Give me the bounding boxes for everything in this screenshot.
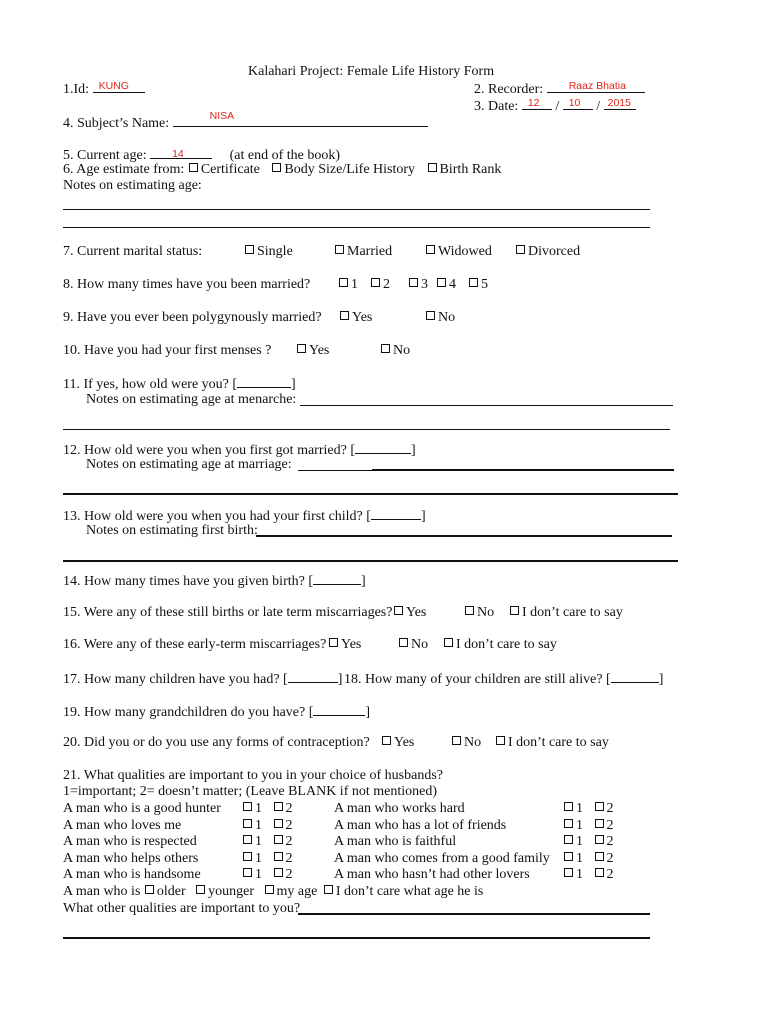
q7-text: 7. Current marital status: (63, 244, 203, 259)
subject-row (63, 110, 428, 132)
checkbox-icon[interactable] (274, 819, 283, 828)
date-year: 2015 (607, 97, 631, 109)
q18-text: 18. How many of your children are still alive? [ (344, 672, 611, 687)
q10-option-no[interactable]: No (380, 343, 410, 359)
age-note: (at end of the book) (229, 148, 341, 163)
q7-option-widowed[interactable]: Widowed (425, 244, 492, 260)
q12-notes-line[interactable] (372, 469, 674, 471)
checkbox-icon[interactable] (564, 852, 573, 861)
date-separator: / (555, 99, 560, 114)
q16-text: 16. Were any of these early-term miscarriages? (63, 637, 327, 652)
q13-notes-line[interactable] (63, 560, 678, 562)
q12-notes-line[interactable] (298, 470, 372, 471)
checkbox-icon[interactable] (595, 868, 604, 877)
age-option-any[interactable]: I don’t care what age he is (323, 884, 483, 900)
checkbox-icon[interactable] (196, 885, 205, 894)
checkbox-icon[interactable] (145, 885, 154, 894)
quality-rating: 1 2 (563, 834, 614, 850)
checkbox-icon[interactable] (265, 885, 274, 894)
q16-option-no[interactable]: No (398, 637, 428, 653)
checkbox-icon[interactable] (335, 245, 344, 254)
q8-option-5[interactable]: 5 (468, 277, 488, 293)
q11-notes-line[interactable] (63, 429, 670, 430)
form-title: Kalahari Project: Female Life History Form (248, 64, 495, 79)
checkbox-icon[interactable] (452, 736, 461, 745)
q13-row: 13. How old were you when you had your first child? [ ] (63, 509, 426, 524)
age-value: 14 (172, 148, 184, 160)
quality-label: A man who helps others (63, 851, 199, 866)
q14-text: 14. How many times have you given birth? [ (63, 574, 314, 589)
q11-row: 11. If yes, how old were you? [ ] (63, 377, 296, 392)
date-day-field[interactable] (563, 97, 593, 110)
q9-option-yes[interactable]: Yes (339, 310, 372, 326)
checkbox-icon[interactable] (437, 278, 446, 287)
quality-label: A man who loves me (63, 818, 182, 833)
q15-option-decline[interactable]: I don’t care to say (509, 605, 623, 621)
q11-notes-line[interactable] (300, 405, 673, 406)
estimate-option-certificate[interactable]: Certificate (188, 162, 260, 178)
q12-notes-line[interactable] (63, 493, 678, 495)
checkbox-icon[interactable] (189, 163, 198, 172)
quality-rating: 1 2 (242, 867, 293, 883)
q10-text: 10. Have you had your first menses ? (63, 343, 272, 358)
q8-option-3[interactable]: 3 (408, 277, 428, 293)
q8-option-1[interactable]: 1 (338, 277, 358, 293)
q9-option-no[interactable]: No (425, 310, 455, 326)
checkbox-icon[interactable] (516, 245, 525, 254)
q8-option-2[interactable]: 2 (370, 277, 390, 293)
q18-answer-field[interactable] (611, 670, 659, 683)
checkbox-icon[interactable] (243, 802, 252, 811)
q7-option-single[interactable]: Single (244, 244, 293, 260)
quality-label: A man who works hard (334, 801, 465, 816)
quality-label: A man who is handsome (63, 867, 201, 882)
q21-text: 21. What qualities are important to you in your choice of husbands? (63, 768, 443, 783)
q11-notes-label: Notes on estimating age at menarche: (86, 392, 297, 407)
other-qualities-label: What other qualities are important to you? (63, 901, 301, 916)
checkbox-icon[interactable] (381, 344, 390, 353)
q17-text: 17. How many children have you had? [ (63, 672, 288, 687)
age-field[interactable] (150, 146, 212, 159)
quality-rating: 1 2 (242, 818, 293, 834)
checkbox-icon[interactable] (340, 311, 349, 320)
checkbox-icon[interactable] (371, 278, 380, 287)
id-value: KUNG (98, 80, 129, 92)
checkbox-icon[interactable] (426, 245, 435, 254)
checkbox-icon[interactable] (297, 344, 306, 353)
q12-notes-label: Notes on estimating age at marriage: (86, 457, 292, 472)
age-label: 5. Current age: (63, 148, 147, 163)
checkbox-icon[interactable] (382, 736, 391, 745)
date-month: 12 (527, 97, 540, 109)
checkbox-icon[interactable] (428, 163, 437, 172)
q12-text: 12. How old were you when you first got married? [ (63, 443, 355, 458)
estimate-row (63, 162, 501, 178)
q14-row: 14. How many times have you given birth? [ ] (63, 574, 366, 589)
quality-rating: 1 2 (242, 834, 293, 850)
recorder-label: 2. Recorder: (474, 82, 544, 97)
q15-text: 15. Were any of these still births or late term miscarriages? (63, 605, 393, 620)
checkbox-icon[interactable] (243, 868, 252, 877)
quality-rating: 1 2 (563, 818, 614, 834)
checkbox-icon[interactable] (496, 736, 505, 745)
q15-option-yes[interactable]: Yes (393, 605, 426, 621)
quality-rating: 1 2 (563, 801, 614, 817)
q18-row: 18. How many of your children are still alive? [ ] (344, 672, 664, 687)
checkbox-icon[interactable] (426, 311, 435, 320)
q17-answer-field[interactable] (288, 670, 338, 683)
date-separator: / (596, 99, 601, 114)
checkbox-icon[interactable] (274, 802, 283, 811)
q21-legend: 1=important; 2= doesn’t matter; (Leave BLANK if not mentioned) (63, 784, 438, 799)
checkbox-icon[interactable] (243, 835, 252, 844)
q16-option-yes[interactable]: Yes (328, 637, 361, 653)
q19-row: 19. How many grandchildren do you have? [ ] (63, 705, 371, 720)
q11-answer-field[interactable] (237, 375, 291, 388)
checkbox-icon[interactable] (245, 245, 254, 254)
checkbox-icon[interactable] (595, 852, 604, 861)
other-qualities-line[interactable] (298, 913, 650, 915)
q15-option-no[interactable]: No (464, 605, 494, 621)
quality-rating: 1 2 (242, 801, 293, 817)
q7-option-married[interactable]: Married (334, 244, 392, 260)
quality-label: A man who has a lot of friends (334, 818, 507, 833)
quality-label: A man who comes from a good family (334, 851, 550, 866)
q7-row (63, 244, 202, 260)
estimate-option-birth-rank[interactable]: Birth Rank (427, 162, 502, 178)
checkbox-icon[interactable] (243, 819, 252, 828)
q14-answer-field[interactable] (313, 572, 361, 585)
q7-option-divorced[interactable]: Divorced (515, 244, 580, 260)
q11-text: 11. If yes, how old were you? [ (63, 377, 238, 392)
q17-row: 17. How many children have you had? [ ] (63, 672, 343, 687)
q16-option-decline[interactable]: I don’t care to say (443, 637, 557, 653)
quality-label: A man who is respected (63, 834, 197, 849)
q20-option-no[interactable]: No (451, 735, 481, 751)
q19-answer-field[interactable] (313, 703, 365, 716)
q19-text: 19. How many grandchildren do you have? [ (63, 705, 314, 720)
q13-notes-line[interactable] (256, 535, 672, 537)
age-option-my-age[interactable]: my age (264, 884, 318, 900)
q13-text: 13. How old were you when you had your first child? [ (63, 509, 371, 524)
quality-label: A man who hasn’t had other lovers (334, 867, 530, 882)
id-row (63, 80, 145, 98)
checkbox-icon[interactable] (564, 868, 573, 877)
q13-notes-label: Notes on estimating first birth: (86, 523, 258, 538)
subject-value: NISA (209, 110, 235, 122)
checkbox-icon[interactable] (444, 638, 453, 647)
checkbox-icon[interactable] (274, 868, 283, 877)
quality-label: A man who is faithful (334, 834, 457, 849)
q10-option-yes[interactable]: Yes (296, 343, 329, 359)
checkbox-icon[interactable] (595, 819, 604, 828)
date-year-field[interactable] (604, 97, 636, 110)
date-label: 3. Date: (474, 99, 519, 114)
estimate-notes-label: Notes on estimating age: (63, 178, 202, 193)
subject-field[interactable] (173, 110, 428, 127)
quality-rating: 1 2 (242, 851, 293, 867)
id-label: 1.Id: (63, 82, 90, 97)
checkbox-icon[interactable] (272, 163, 281, 172)
age-option-younger[interactable]: younger (195, 884, 254, 900)
checkbox-icon[interactable] (339, 278, 348, 287)
q20-text: 20. Did you or do you use any forms of contraception? (63, 735, 370, 750)
age-preference-row (63, 884, 483, 900)
checkbox-icon[interactable] (469, 278, 478, 287)
date-month-field[interactable] (522, 97, 552, 110)
q12-row: 12. How old were you when you first got married? [ ] (63, 443, 416, 458)
checkbox-icon[interactable] (324, 885, 333, 894)
checkbox-icon[interactable] (564, 835, 573, 844)
estimate-label: 6. Age estimate from: (63, 162, 185, 177)
age-preference-label: A man who is (63, 884, 141, 899)
checkbox-icon[interactable] (510, 606, 519, 615)
other-qualities-line[interactable] (63, 937, 650, 939)
estimate-notes-line[interactable] (63, 227, 650, 228)
q9-text: 9. Have you ever been polygynously married? (63, 310, 322, 325)
checkbox-icon[interactable] (564, 802, 573, 811)
checkbox-icon[interactable] (243, 852, 252, 861)
checkbox-icon[interactable] (409, 278, 418, 287)
estimate-option-body-size[interactable]: Body Size/Life History (271, 162, 415, 178)
quality-rating: 1 2 (563, 851, 614, 867)
quality-rating: 1 2 (563, 867, 614, 883)
id-field[interactable] (93, 80, 145, 93)
checkbox-icon[interactable] (595, 802, 604, 811)
recorder-value: Raaz Bhatia (568, 80, 626, 92)
date-row (474, 97, 636, 115)
q13-answer-field[interactable] (371, 507, 421, 520)
subject-label: 4. Subject’s Name: (63, 116, 170, 131)
q20-option-yes[interactable]: Yes (381, 735, 414, 751)
q12-answer-field[interactable] (355, 441, 411, 454)
age-option-older[interactable]: older (144, 884, 186, 900)
checkbox-icon[interactable] (564, 819, 573, 828)
checkbox-icon[interactable] (394, 606, 403, 615)
date-day: 10 (568, 97, 581, 109)
checkbox-icon[interactable] (274, 852, 283, 861)
q8-text: 8. How many times have you been married? (63, 277, 311, 292)
recorder-field[interactable] (547, 80, 645, 93)
estimate-notes-line[interactable] (63, 209, 650, 210)
checkbox-icon[interactable] (274, 835, 283, 844)
checkbox-icon[interactable] (465, 606, 474, 615)
checkbox-icon[interactable] (329, 638, 338, 647)
q20-option-decline[interactable]: I don’t care to say (495, 735, 609, 751)
checkbox-icon[interactable] (595, 835, 604, 844)
checkbox-icon[interactable] (399, 638, 408, 647)
q8-option-4[interactable]: 4 (436, 277, 456, 293)
quality-label: A man who is a good hunter (63, 801, 221, 816)
